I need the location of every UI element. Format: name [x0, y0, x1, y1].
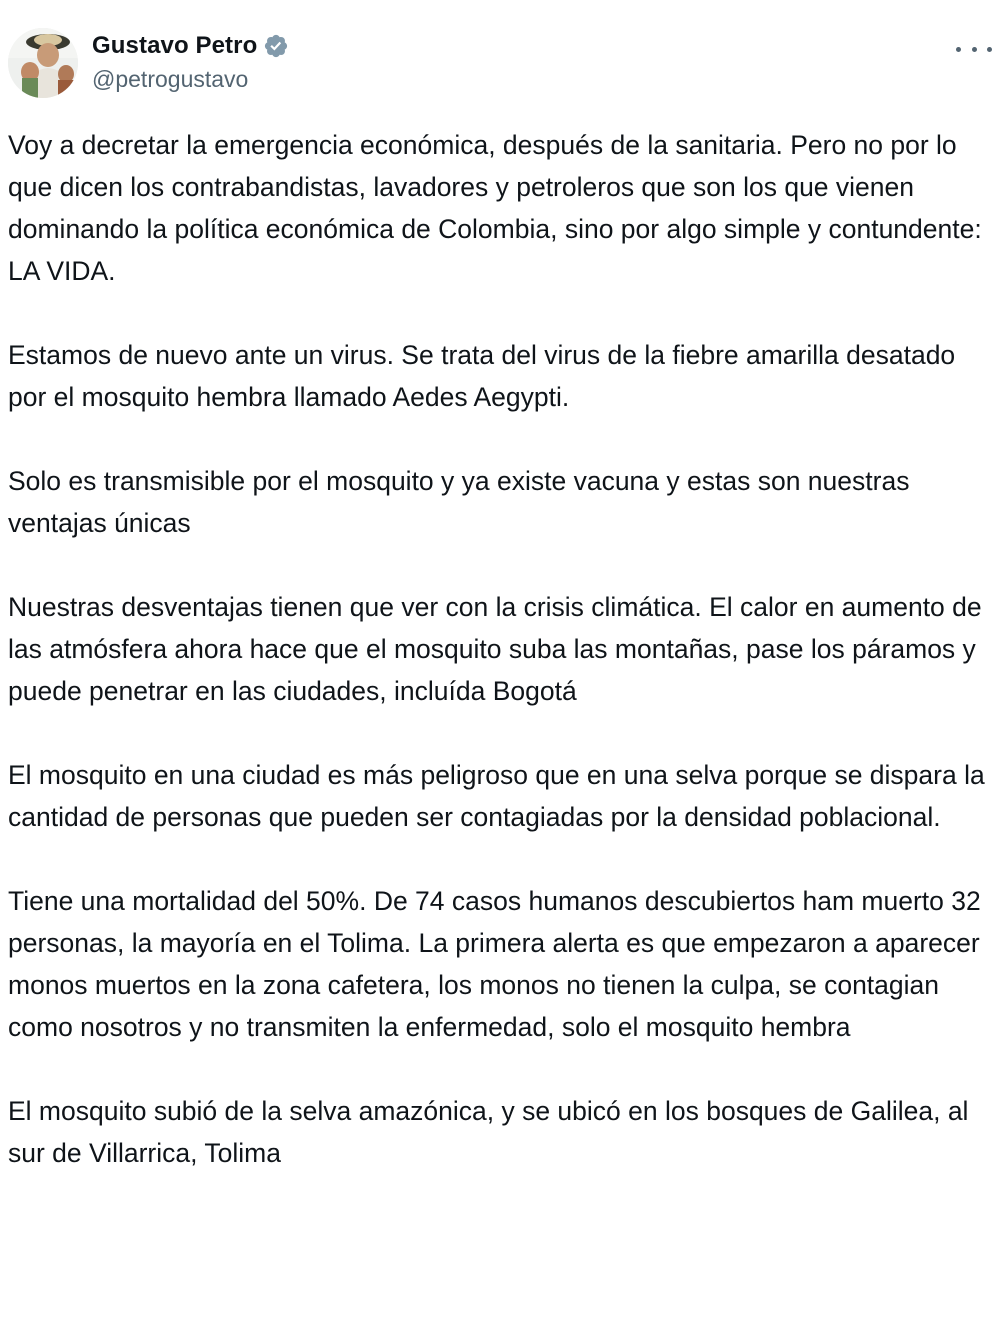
more-options-button[interactable] — [956, 38, 992, 60]
author-display-name[interactable]: Gustavo Petro — [92, 32, 258, 59]
tweet-paragraph: Tiene una mortalidad del 50%. De 74 casos humanos descubiertos ham muerto 32 personas, la mayoría en el Tolima. La primera alerta es que empezaron a aparecer monos muertos en la zona cafetera, los monos no tienen la culpa, se contagian como nosotros y no transmiten la enfermedad, solo el mosquito hembra — [8, 886, 981, 1042]
tweet-header — [8, 28, 992, 98]
tweet-paragraph: Nuestras desventajas tienen que ver con la crisis climática. El calor en aumento de las atmósfera ahora hace que el mosquito suba las montañas, pase los páramos y puede penetrar en las ciudades, incluída Bogotá — [8, 592, 982, 706]
more-horizontal-icon — [987, 47, 992, 52]
more-horizontal-icon — [972, 47, 977, 52]
avatar[interactable] — [8, 28, 78, 98]
avatar-image — [8, 28, 78, 98]
author-info — [92, 30, 289, 93]
tweet-paragraph: Solo es transmisible por el mosquito y ya existe vacuna y estas son nuestras ventajas únicas — [8, 466, 910, 538]
tweet-paragraph: El mosquito subió de la selva amazónica, y se ubicó en los bosques de Galilea, al sur de Villarrica, Tolima — [8, 1096, 969, 1168]
author-handle[interactable]: @petrogustavo — [92, 66, 249, 92]
tweet-paragraph: El mosquito en una ciudad es más peligroso que en una selva porque se dispara la cantidad de personas que pueden ser contagiadas por la densidad poblacional. — [8, 760, 985, 832]
tweet-paragraph: Voy a decretar la emergencia económica, después de la sanitaria. Pero no por lo que dicen los contrabandistas, lavadores y petroleros que son los que vienen dominando la política económica de Colombia, sino por algo simple y contundente: LA VIDA. — [8, 130, 982, 286]
verified-badge-icon[interactable] — [263, 33, 289, 59]
author-name-row — [92, 30, 289, 62]
more-horizontal-icon — [956, 47, 961, 52]
tweet-text — [8, 124, 994, 1174]
tweet-paragraph: Estamos de nuevo ante un virus. Se trata del virus de la fiebre amarilla desatado por el mosquito hembra llamado Aedes Aegypti. — [8, 340, 956, 412]
